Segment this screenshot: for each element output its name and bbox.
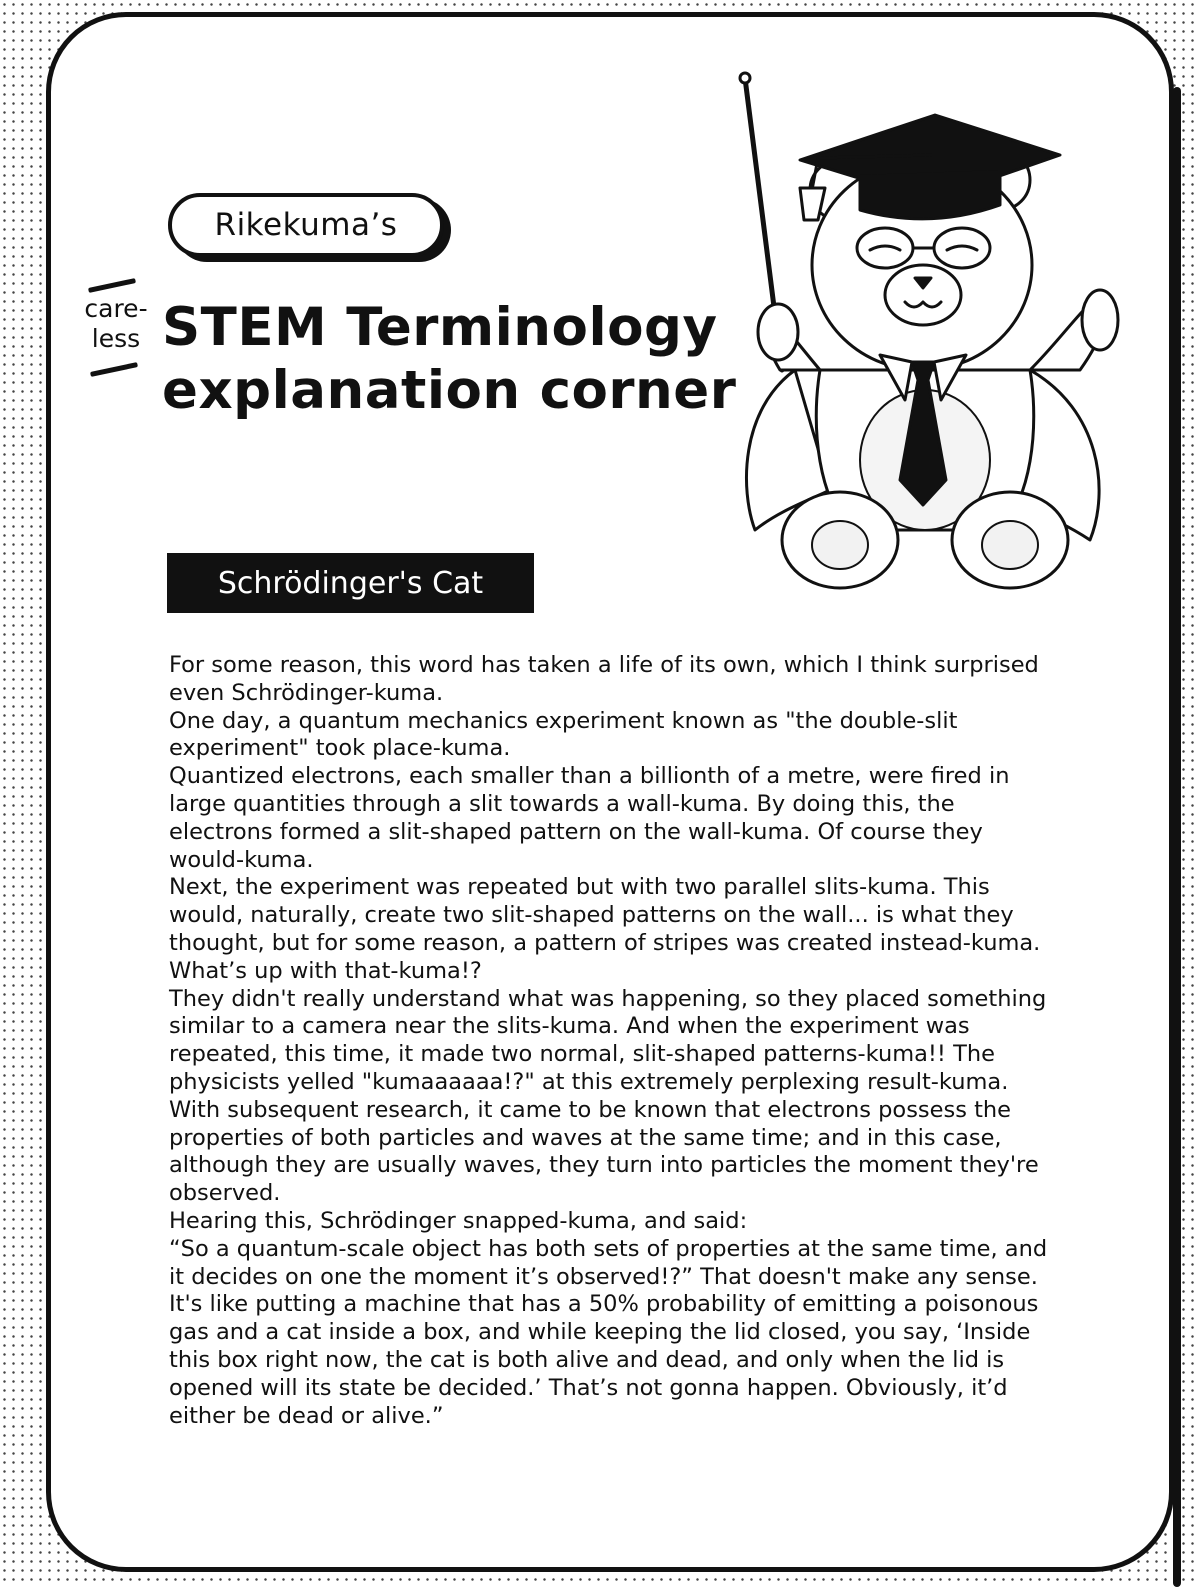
- explanation-text: [169, 652, 1049, 1430]
- careless-label: care- less: [84, 294, 148, 353]
- title-line-2: explanation corner: [162, 360, 737, 421]
- page-title: [162, 296, 782, 422]
- paragraph: They didn't really understand what was happening, so they placed something similar to a camera near the slits-kuma. And when the experiment was repeated, this time, it made two normal, slit-shaped patterns-kuma!! The physicists yelled "kumaaaaaa!?" at this extremely perplexing result-kuma.: [169, 985, 1047, 1095]
- paragraph: Hearing this, Schrödinger snapped-kuma, and said:: [169, 1207, 748, 1234]
- term-heading: [167, 553, 534, 613]
- paragraph: For some reason, this word has taken a life of its own, which I think surprised even Schrödinger-kuma.: [169, 652, 1039, 706]
- paragraph: Quantized electrons, each smaller than a billionth of a metre, were fired in large quantities through a slit towards a wall-kuma. By doing this, the electrons formed a slit-shaped pattern on the wall-kuma. Of course they would-kuma.: [169, 763, 1010, 873]
- title-line-1: STEM Terminology: [162, 297, 718, 358]
- professor-bear-illustration: [700, 70, 1160, 600]
- paragraph: One day, a quantum mechanics experiment known as "the double-slit experiment" took place-kuma.: [169, 707, 958, 762]
- series-label-pill: [168, 193, 444, 257]
- term-label: Schrödinger's Cat: [217, 565, 484, 601]
- paragraph: “So a quantum-scale object has both sets of properties at the same time, and it decides on one the moment it’s observed!?” That doesn't make any sense. It's like putting a machine that has a 50% probability of emitting a poisonous gas and a cat inside a box, and while keeping the lid closed, you say, ‘Inside this box right now, the cat is both alive and dead, and only when the lid is opened will its state be decided.’ That’s not gonna happen. Obviously, it’d either be dead or alive.”: [169, 1235, 1048, 1429]
- series-label: Rikekuma’s: [214, 207, 398, 243]
- paragraph: With subsequent research, it came to be known that electrons possess the properties of both particles and waves at the same time; and in this case, although they are usually waves, they turn into particles the moment they're observed.: [169, 1096, 1039, 1207]
- paragraph: Next, the experiment was repeated but with two parallel slits-kuma. This would, naturally, create two slit-shaped patterns on the wall... is what they thought, but for some reason, a pattern of stripes was created instead-kuma. What’s up with that-kuma!?: [169, 874, 1041, 984]
